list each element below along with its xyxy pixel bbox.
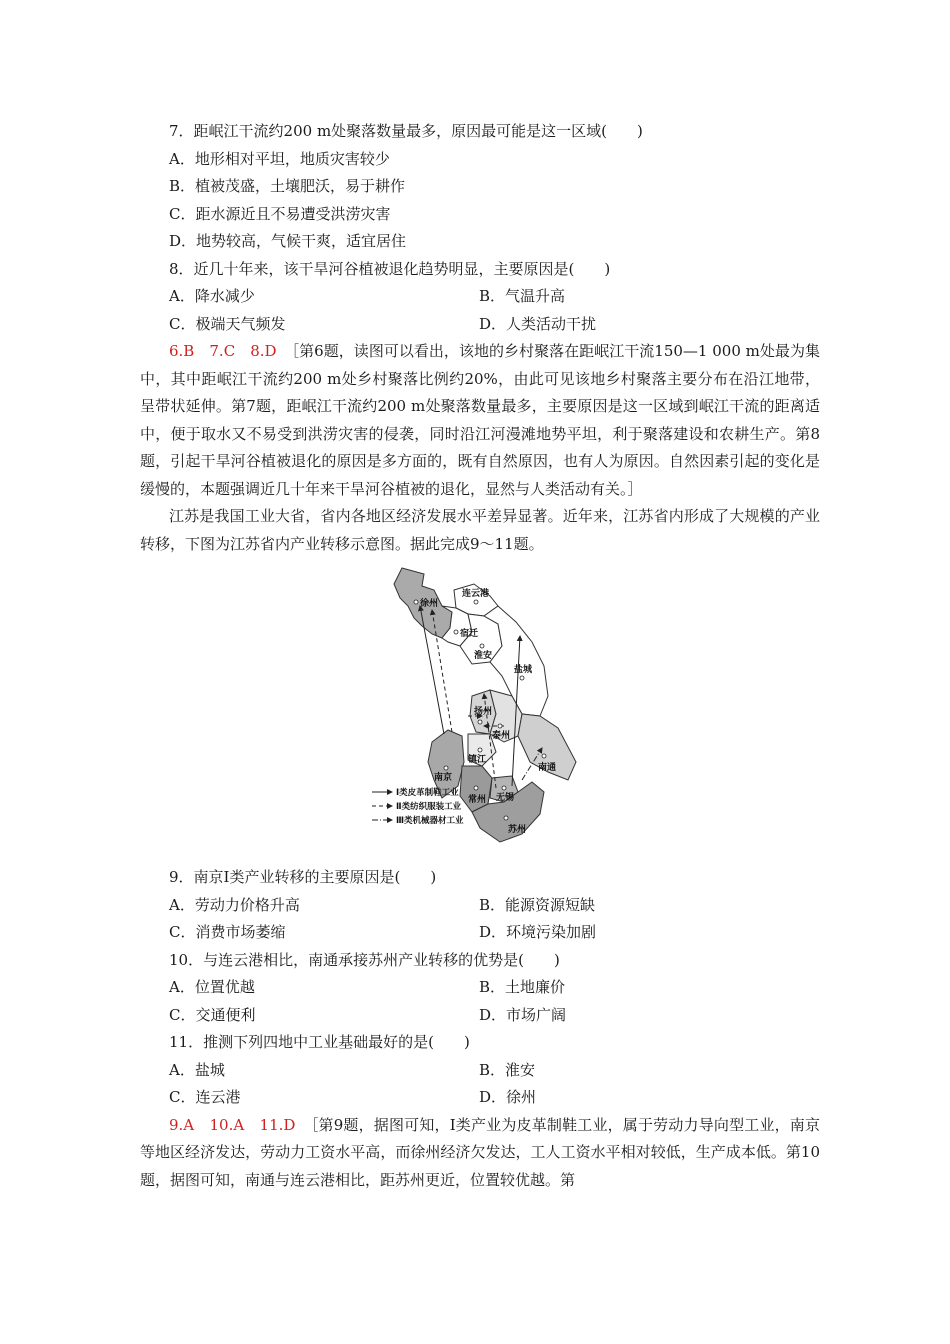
question-9-option-c: C．消费市场萎缩: [169, 923, 286, 941]
question-11-options-row-2: [140, 1084, 820, 1112]
label-yancheng: 盐城: [514, 665, 533, 675]
question-8-stem: 8．近几十年来，该干旱河谷植被退化趋势明显，主要原因是( ): [169, 259, 611, 278]
question-7-option-a: A．地形相对平坦，地质灾害较少: [169, 149, 390, 168]
question-10-option-c: C．交通便利: [169, 1005, 256, 1024]
label-nanjing: 南京: [434, 773, 453, 783]
question-8-option-b: B．气温升高: [479, 287, 566, 305]
question-10-options-row-1: [140, 974, 820, 1002]
label-xuzhou: 徐州: [420, 599, 439, 609]
label-yangzhou: 扬州: [474, 707, 493, 717]
question-9-option-b: B．能源资源短缺: [479, 895, 596, 914]
question-10-stem: 10．与连云港相比，南通承接苏州产业转移的优势是( ): [169, 950, 560, 969]
label-lianyungang: 连云港: [462, 589, 490, 599]
question-7-option-c: C．距水源近且不易遭受洪涝灾害: [169, 204, 391, 223]
document-page: [140, 118, 820, 1194]
legend-type-2: Ⅱ类纺织服装工业: [396, 802, 462, 812]
question-7-option-b: B．植被茂盛，土壤肥沃，易于耕作: [169, 177, 406, 195]
question-10-options-row-2: [140, 1002, 820, 1030]
answer-explanation-9-11: [140, 1112, 820, 1195]
question-9-stem: 9．南京Ⅰ类产业转移的主要原因是( ): [169, 868, 437, 886]
question-10-option-d: D．市场广阔: [479, 1005, 567, 1024]
question-11-option-b: B．淮安: [479, 1060, 536, 1079]
answer-keys-9-11: 9.A 10.A 11.D: [169, 1115, 296, 1134]
question-9-options-row-2: [140, 919, 820, 947]
question-7-stem: 7．距岷江干流约200 m处聚落数量最多，原因最可能是这一区域( ): [169, 122, 643, 140]
label-zhenjiang: 镇江: [468, 755, 487, 765]
question-11-option-a: A．盐城: [169, 1060, 225, 1079]
question-10-option-a: A．位置优越: [169, 978, 255, 996]
label-wuxi: 无锡: [496, 793, 515, 803]
question-9-option-d: D．环境污染加剧: [479, 923, 597, 941]
label-suzhou: 苏州: [508, 825, 527, 835]
label-changzhou: 常州: [468, 795, 487, 805]
question-8-options-row-1: [140, 283, 820, 311]
answer-explanation-6-8: [140, 338, 820, 503]
question-9-option-a: A．劳动力价格升高: [169, 895, 300, 914]
question-11-stem: 11．推测下列四地中工业基础最好的是( ): [169, 1033, 470, 1051]
question-8-option-c: C．极端天气频发: [169, 314, 286, 333]
question-9-options-row-1: [140, 892, 820, 920]
label-suqian: 宿迁: [460, 629, 479, 639]
question-8-option-d: D．人类活动干扰: [479, 314, 597, 333]
question-11-option-d: D．徐州: [479, 1088, 537, 1106]
legend-type-1: Ⅰ类皮革制鞋工业: [396, 788, 459, 798]
question-11-option-c: C．连云港: [169, 1088, 241, 1106]
label-nantong: 南通: [538, 763, 557, 773]
question-11-options-row-1: [140, 1057, 820, 1085]
jiangsu-industry-transfer-map: [372, 566, 672, 856]
label-taizhou: 泰州: [492, 731, 511, 741]
question-8-options-row-2: [140, 311, 820, 339]
answer-text-9-11: ［第9题，据图可知，Ⅰ类产业为皮革制鞋工业，属于劳动力导向型工业，南京等地区经济发达，劳动力工资水平高，而徐州经济欠发达，工人工资水平相对较低，生产成本低。第10题，据图可知，南通与连云港相比，距苏州更近，位置较优越。第: [140, 1115, 820, 1189]
answer-text-6-8: ［第6题，读图可以看出，该地的乡村聚落在距岷江干流150—1 000 m处最为集中，其中距岷江干流约200 m处乡村聚落比例约20%，由此可见该地乡村聚落主要分布在沿江地带，呈带状延伸。第7题，距岷江干流约200 m处聚落数量最多，主要原因是这一区域到岷江干流的距离适中，便于取水又不易受到洪涝灾害的侵袭，同时沿江河漫滩地势平坦，利于聚落建设和农耕生产。第8题，引起干旱河谷植被退化的原因是多方面的，既有自然原因，也有人为原因。自然因素引起的变化是缓慢的，本题强调近几十年来干旱河谷植被的退化，显然与人类活动有关。］: [140, 342, 820, 498]
label-huaian: 淮安: [474, 651, 493, 661]
question-7-option-d: D．地势较高，气候干爽，适宜居住: [169, 232, 407, 250]
answer-keys-6-8: 6.B 7.C 8.D: [169, 342, 277, 360]
legend-type-3: Ⅲ类机械器材工业: [396, 816, 464, 826]
question-8-option-a: A．降水减少: [169, 287, 255, 305]
question-10-option-b: B．土地廉价: [479, 978, 566, 996]
intro-paragraph-9-11: 江苏是我国工业大省，省内各地区经济发展水平差异显著。近年来，江苏省内形成了大规模的产业转移，下图为江苏省内产业转移示意图。据此完成9～11题。: [140, 507, 820, 553]
